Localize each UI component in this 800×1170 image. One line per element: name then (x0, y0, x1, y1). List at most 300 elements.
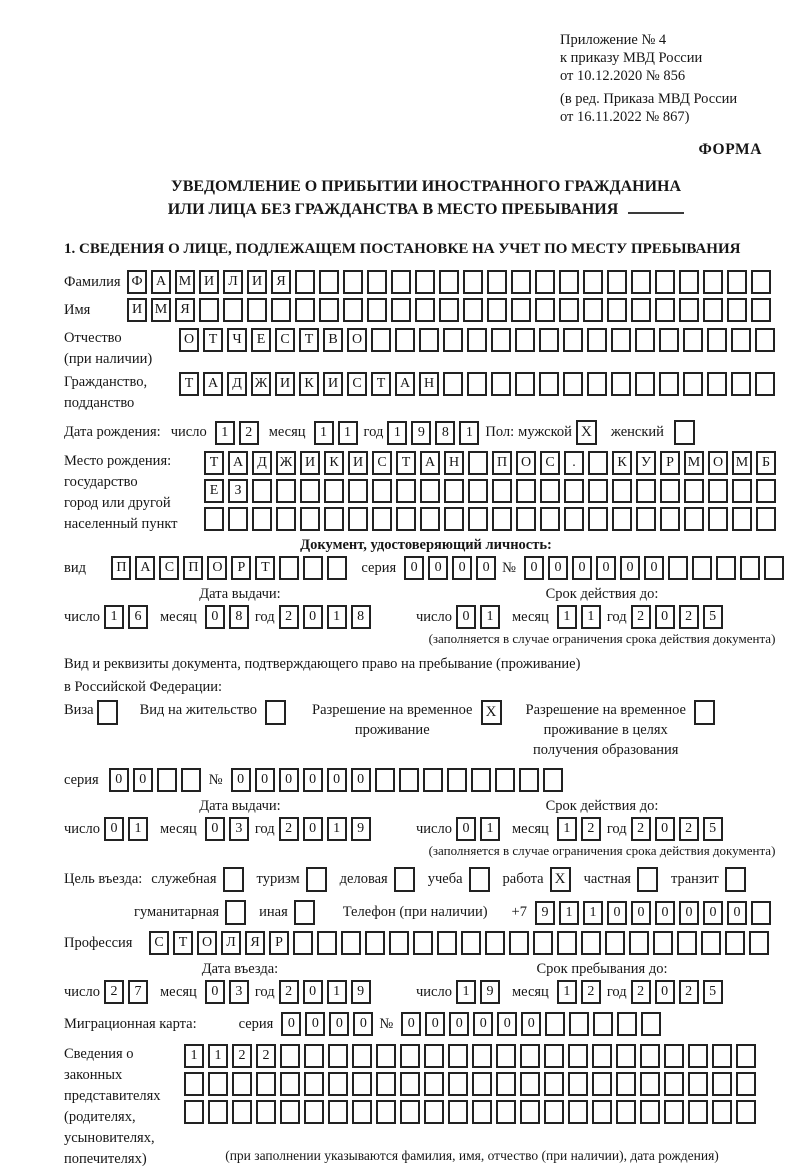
entry-date-group (64, 980, 375, 1004)
char-cell (617, 1012, 637, 1036)
char-cell: 0 (351, 768, 371, 792)
char-cell (327, 556, 347, 580)
permit-valid-col (416, 798, 788, 859)
char-cell (157, 768, 177, 792)
char-cell (328, 1044, 348, 1068)
char-cell: 1 (557, 980, 577, 1004)
char-cell (535, 298, 555, 322)
char-cell: И (127, 298, 147, 322)
char-cell (755, 328, 775, 352)
birth-place-label-line: населенный пункт (64, 516, 178, 533)
char-cell: 2 (279, 980, 299, 1004)
visit-purpose-row-2 (134, 900, 788, 925)
entry-stay-block (64, 961, 788, 1004)
doc-type-label: вид (64, 559, 86, 576)
doc-issue-month-cells (205, 605, 253, 629)
stay-until-col (416, 961, 788, 1004)
char-cell (520, 1072, 540, 1096)
char-cell: 1 (184, 1044, 204, 1068)
char-cell (468, 479, 488, 503)
char-cell: 0 (104, 817, 124, 841)
char-cell (343, 270, 363, 294)
char-cell (543, 768, 563, 792)
field-permit-series (64, 768, 788, 792)
option-residence-permit (140, 700, 290, 725)
purpose-humanitarian: гуманитарная (134, 900, 250, 925)
given-name-label: Имя (64, 301, 91, 318)
year-label: год (254, 820, 275, 837)
char-cell: И (300, 451, 320, 475)
char-cell (343, 298, 363, 322)
char-cell: И (323, 372, 343, 396)
char-cell: 0 (305, 1012, 325, 1036)
char-cell: 0 (425, 1012, 445, 1036)
char-cell: 2 (279, 605, 299, 629)
doc-valid-day-cells (456, 605, 504, 629)
form-label: ФОРМА (698, 140, 762, 158)
char-cell: 0 (727, 901, 747, 925)
char-cell (280, 1100, 300, 1124)
char-cell (519, 768, 539, 792)
entry-date-heading: Дата въезда: (201, 961, 279, 978)
char-cell: 1 (104, 605, 124, 629)
char-cell (184, 1072, 204, 1096)
char-cell (588, 479, 608, 503)
char-cell (707, 372, 727, 396)
char-cell (181, 768, 201, 792)
char-cell (485, 931, 505, 955)
purpose-study-checkbox (469, 867, 490, 892)
char-cell (568, 1072, 588, 1096)
char-cell (276, 479, 296, 503)
char-cell: 0 (205, 980, 225, 1004)
char-cell (367, 270, 387, 294)
char-cell (204, 507, 224, 531)
char-cell (184, 1100, 204, 1124)
char-cell: 0 (404, 556, 424, 580)
char-cell: 0 (620, 556, 640, 580)
purpose-transit: транзит (671, 867, 750, 892)
char-cell: И (247, 270, 267, 294)
char-cell: Л (223, 270, 243, 294)
char-cell (247, 298, 267, 322)
char-cell (731, 328, 751, 352)
purpose-work-checkbox: X (550, 867, 571, 892)
char-cell (447, 768, 467, 792)
char-cell (348, 507, 368, 531)
char-cell: О (708, 451, 728, 475)
sex-male-checkbox: X (576, 420, 597, 445)
birth-place-cells (204, 451, 780, 531)
purpose-humanitarian-checkbox (225, 900, 246, 925)
patronymic-label-line: Отчество (64, 330, 122, 347)
permit-valid-group (416, 817, 727, 841)
char-cell (636, 479, 656, 503)
char-cell (365, 931, 385, 955)
title-blank-line (628, 201, 684, 214)
validity-note: (заполняется в случае ограничения срока действия документа) (428, 843, 776, 859)
char-cell: Т (255, 556, 275, 580)
char-cell (707, 328, 727, 352)
char-cell (487, 270, 507, 294)
char-cell (736, 1100, 756, 1124)
char-cell (232, 1100, 252, 1124)
char-cell: А (228, 451, 248, 475)
char-cell: 6 (128, 605, 148, 629)
patronymic-label-line: (при наличии) (64, 351, 153, 368)
char-cell: 0 (428, 556, 448, 580)
title-line-1: УВЕДОМЛЕНИЕ О ПРИБЫТИИ ИНОСТРАННОГО ГРАЖДАНИНА (170, 177, 682, 195)
char-cell (581, 931, 601, 955)
entry-date-col (64, 961, 416, 1004)
char-cell: 2 (581, 817, 601, 841)
doc-valid-group (416, 605, 727, 629)
char-cell (424, 1100, 444, 1124)
char-cell: 0 (303, 980, 323, 1004)
char-cell: 0 (521, 1012, 541, 1036)
purpose-other: иная (259, 900, 319, 925)
char-cell: С (159, 556, 179, 580)
option-visa (64, 700, 122, 725)
issue-date-heading: Дата выдачи: (199, 798, 281, 815)
char-cell (376, 1100, 396, 1124)
sex-label: Пол: (485, 424, 515, 441)
permit-issue-day-cells (104, 817, 152, 841)
phone-prefix: +7 (511, 904, 527, 921)
day-label: число (416, 608, 452, 625)
birth-day-cells (215, 421, 263, 445)
char-cell (629, 931, 649, 955)
char-cell (444, 507, 464, 531)
residence-doc-intro (64, 653, 788, 698)
char-cell (420, 507, 440, 531)
char-cell (280, 1044, 300, 1068)
field-citizenship (64, 372, 788, 414)
char-cell: 2 (279, 817, 299, 841)
field-birth-place (64, 451, 788, 535)
char-cell (463, 270, 483, 294)
header-line: от 10.12.2020 № 856 (560, 67, 686, 84)
char-cell: 5 (703, 817, 723, 841)
char-cell: 1 (557, 605, 577, 629)
surname-cells (127, 270, 775, 294)
char-cell: Т (173, 931, 193, 955)
char-cell (495, 768, 515, 792)
char-cell: Е (204, 479, 224, 503)
char-cell: К (324, 451, 344, 475)
header-line: Приложение № 4 (560, 32, 667, 48)
char-cell (352, 1100, 372, 1124)
char-cell (367, 298, 387, 322)
char-cell: 1 (559, 901, 579, 925)
char-cell (492, 479, 512, 503)
char-cell: О (179, 328, 199, 352)
char-cell (304, 1044, 324, 1068)
char-cell (616, 1072, 636, 1096)
purpose-study: учеба (428, 867, 494, 892)
option-temp-residence-label: Разрешение на временное проживание (312, 702, 473, 739)
year-label: год (606, 983, 627, 1000)
birth-place-row-1 (204, 451, 780, 475)
char-cell: 0 (655, 980, 675, 1004)
option-temp-residence-education-label: Разрешение на временное проживание в целях получения образования (525, 702, 686, 759)
char-cell (612, 507, 632, 531)
char-cell (472, 1100, 492, 1124)
char-cell: 0 (205, 605, 225, 629)
char-cell (712, 1044, 732, 1068)
char-cell: 1 (327, 980, 347, 1004)
char-cell (396, 507, 416, 531)
char-cell: . (564, 451, 584, 475)
char-cell (372, 507, 392, 531)
char-cell (692, 556, 712, 580)
permit-series-cells (109, 768, 205, 792)
char-cell: 1 (327, 817, 347, 841)
section-1-heading: 1. СВЕДЕНИЯ О ЛИЦЕ, ПОДЛЕЖАЩЕМ ПОСТАНОВКЕ НА УЧЕТ ПО МЕСТУ ПРЕБЫВАНИЯ (64, 241, 741, 258)
char-cell (487, 298, 507, 322)
char-cell (653, 931, 673, 955)
char-cell: 1 (557, 817, 577, 841)
char-cell (491, 372, 511, 396)
char-cell: Ф (127, 270, 147, 294)
doc-valid-col (416, 586, 788, 647)
stay-month-cells (557, 980, 605, 1004)
char-cell: 0 (327, 768, 347, 792)
document-header (560, 32, 788, 127)
char-cell (276, 507, 296, 531)
char-cell: 0 (631, 901, 651, 925)
char-cell (423, 768, 443, 792)
char-cell: Л (221, 931, 241, 955)
char-cell: З (228, 479, 248, 503)
doc-type-cells (111, 556, 351, 580)
char-cell (472, 1044, 492, 1068)
day-label: число (416, 820, 452, 837)
field-birth-date (64, 420, 788, 445)
char-cell: Н (419, 372, 439, 396)
char-cell: 0 (607, 901, 627, 925)
char-cell: Д (227, 372, 247, 396)
char-cell (491, 328, 511, 352)
valid-until-heading: Срок действия до: (545, 586, 659, 603)
char-cell (256, 1072, 276, 1096)
char-cell: 9 (480, 980, 500, 1004)
char-cell (712, 1100, 732, 1124)
char-cell: И (199, 270, 219, 294)
char-cell (419, 328, 439, 352)
char-cell (371, 328, 391, 352)
char-cell (324, 507, 344, 531)
char-cell: 0 (497, 1012, 517, 1036)
migration-number-label: № (379, 1015, 394, 1032)
char-cell (616, 1044, 636, 1068)
char-cell: 2 (631, 817, 651, 841)
char-cell: Ж (276, 451, 296, 475)
char-cell (319, 298, 339, 322)
header-line: к приказу МВД России (560, 49, 703, 66)
char-cell (732, 479, 752, 503)
char-cell (544, 1072, 564, 1096)
day-label: число (64, 608, 100, 625)
char-cell (683, 328, 703, 352)
char-cell (420, 479, 440, 503)
char-cell: 2 (679, 605, 699, 629)
char-cell (559, 270, 579, 294)
char-cell: 0 (303, 817, 323, 841)
permit-issue-month-cells (205, 817, 253, 841)
entry-month-cells (205, 980, 253, 1004)
doc-number-cells (524, 556, 788, 580)
purpose-official: служебная (151, 867, 247, 892)
char-cell (448, 1072, 468, 1096)
char-cell (293, 931, 313, 955)
doc-dates-block (64, 586, 788, 647)
char-cell: 2 (104, 980, 124, 1004)
doc-issue-year-cells (279, 605, 375, 629)
year-label: год (254, 608, 275, 625)
char-cell (467, 372, 487, 396)
char-cell: О (516, 451, 536, 475)
option-residence-permit-label: Вид на жительство (139, 702, 258, 719)
char-cell (593, 1012, 613, 1036)
char-cell (443, 372, 463, 396)
stay-year-cells (631, 980, 727, 1004)
char-cell (515, 372, 535, 396)
residence-doc-intro-line: Вид и реквизиты документа, подтверждающего право на пребывание (проживание) (64, 656, 581, 673)
char-cell: 0 (449, 1012, 469, 1036)
birth-place-label-line: город или другой (64, 495, 171, 512)
residence-doc-options (64, 700, 788, 760)
char-cell (280, 1072, 300, 1096)
char-cell: 9 (411, 421, 431, 445)
char-cell (400, 1044, 420, 1068)
char-cell (569, 1012, 589, 1036)
char-cell: Я (271, 270, 291, 294)
char-cell: 0 (644, 556, 664, 580)
char-cell (679, 298, 699, 322)
day-label: число (416, 983, 452, 1000)
birth-month-cells (314, 421, 362, 445)
char-cell (223, 298, 243, 322)
char-cell (683, 372, 703, 396)
char-cell (413, 931, 433, 955)
char-cell: В (323, 328, 343, 352)
purpose-other-checkbox (294, 900, 315, 925)
document-title (64, 175, 788, 221)
char-cell (679, 270, 699, 294)
purpose-private: частная (584, 867, 662, 892)
char-cell (659, 328, 679, 352)
char-cell (668, 556, 688, 580)
char-cell: 1 (583, 901, 603, 925)
char-cell (516, 507, 536, 531)
char-cell (592, 1072, 612, 1096)
char-cell (389, 931, 409, 955)
permit-number-cells (231, 768, 567, 792)
char-cell (612, 479, 632, 503)
char-cell (391, 298, 411, 322)
char-cell (605, 931, 625, 955)
citizenship-label-line: подданство (64, 395, 135, 412)
char-cell (660, 507, 680, 531)
char-cell (703, 298, 723, 322)
char-cell (592, 1100, 612, 1124)
char-cell (439, 298, 459, 322)
char-cell: О (347, 328, 367, 352)
permit-valid-month-cells (557, 817, 605, 841)
month-label: месяц (159, 608, 197, 625)
char-cell (471, 768, 491, 792)
char-cell: 1 (338, 421, 358, 445)
char-cell (631, 270, 651, 294)
phone-cells (535, 901, 775, 925)
char-cell: 1 (215, 421, 235, 445)
char-cell (751, 270, 771, 294)
char-cell (328, 1072, 348, 1096)
char-cell: П (183, 556, 203, 580)
char-cell (588, 451, 608, 475)
char-cell: У (636, 451, 656, 475)
char-cell (375, 768, 395, 792)
char-cell: 2 (581, 980, 601, 1004)
char-cell: 0 (679, 901, 699, 925)
char-cell: Т (371, 372, 391, 396)
char-cell (640, 1044, 660, 1068)
char-cell: 0 (655, 817, 675, 841)
char-cell (300, 507, 320, 531)
char-cell: 8 (229, 605, 249, 629)
char-cell (533, 931, 553, 955)
doc-issue-group (64, 605, 375, 629)
permit-dates-block (64, 798, 788, 859)
stay-until-group (416, 980, 727, 1004)
year-label: год (363, 424, 384, 441)
char-cell (319, 270, 339, 294)
entry-year-cells (279, 980, 375, 1004)
char-cell: 0 (281, 1012, 301, 1036)
char-cell (563, 328, 583, 352)
doc-series-cells (404, 556, 500, 580)
char-cell (677, 931, 697, 955)
char-cell: 8 (435, 421, 455, 445)
char-cell: С (347, 372, 367, 396)
char-cell: 0 (572, 556, 592, 580)
purpose-tourism: туризм (257, 867, 331, 892)
char-cell: 1 (208, 1044, 228, 1068)
doc-number-label: № (502, 559, 516, 576)
char-cell (731, 372, 751, 396)
char-cell: 2 (679, 980, 699, 1004)
char-cell: С (372, 451, 392, 475)
title-line-2-text: ИЛИ ЛИЦА БЕЗ ГРАЖДАНСТВА В МЕСТО ПРЕБЫВАНИЯ (167, 201, 619, 219)
char-cell: 2 (679, 817, 699, 841)
char-cell (415, 270, 435, 294)
char-cell: 1 (456, 980, 476, 1004)
char-cell: М (175, 270, 195, 294)
char-cell (492, 507, 512, 531)
char-cell (279, 556, 299, 580)
legal-representatives-note: (при заполнении указываются фамилия, имя, отчество (при наличии), дата рождения) (225, 1148, 719, 1164)
char-cell (725, 931, 745, 955)
char-cell: 0 (303, 768, 323, 792)
char-cell (516, 479, 536, 503)
char-cell (515, 328, 535, 352)
char-cell: 0 (548, 556, 568, 580)
char-cell (468, 451, 488, 475)
char-cell (352, 1044, 372, 1068)
char-cell (688, 1072, 708, 1096)
day-label: число (64, 820, 100, 837)
